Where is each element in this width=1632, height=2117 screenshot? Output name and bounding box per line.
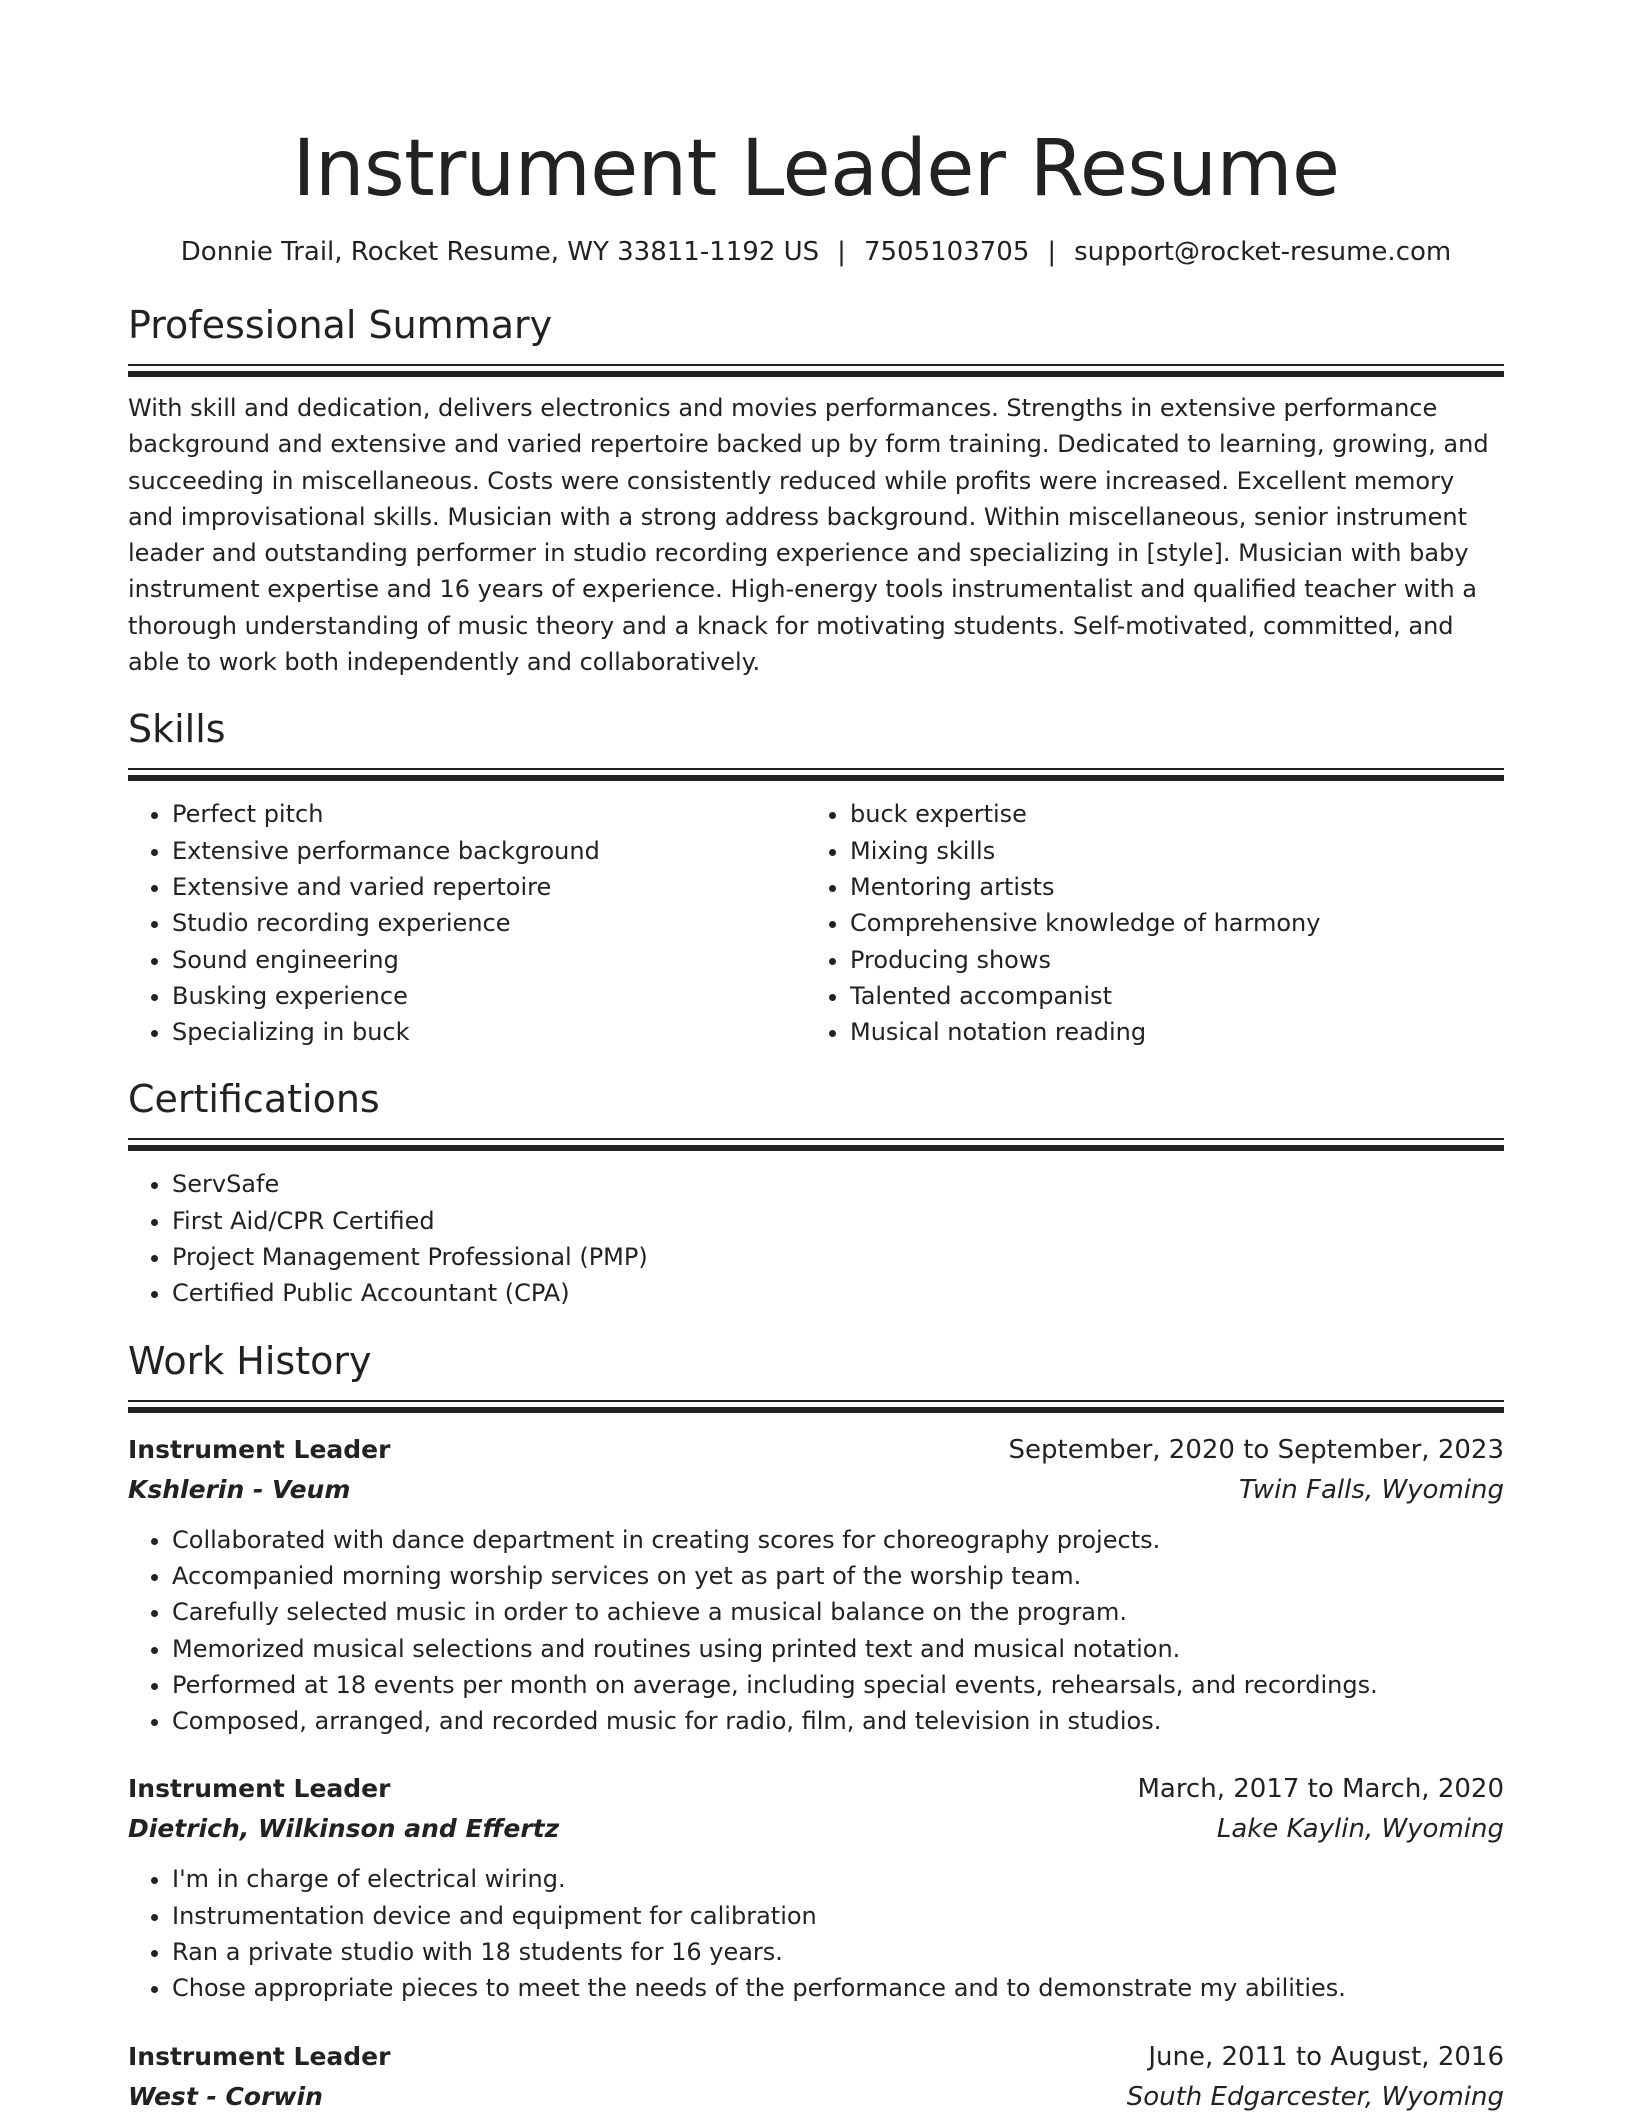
job-title: Instrument Leader — [128, 1774, 391, 1804]
skill-item: • Busking experience — [172, 978, 806, 1014]
job-entry — [128, 1430, 1504, 1740]
section-divider — [128, 1400, 1504, 1414]
job-bullet: • Ran a private studio with 18 students for 16 years. — [172, 1934, 1504, 1970]
job-bullet: • Collaborated with dance department in creating scores for choreography projects. — [172, 1522, 1504, 1558]
skill-item: • Comprehensive knowledge of harmony — [850, 905, 1484, 941]
skills-column-left — [128, 796, 806, 1050]
job-header-row — [128, 2037, 1504, 2077]
job-bullet: • Chose appropriate pieces to meet the needs of the performance and to demonstrate my abilities. — [172, 1970, 1504, 2006]
skills-section — [128, 704, 1504, 1050]
skill-item: • buck expertise — [850, 796, 1484, 832]
job-bullet: • Instrumentation device and equipment for calibration — [172, 1898, 1504, 1934]
job-dates: March, 2017 to March, 2020 — [1137, 1774, 1504, 1805]
skills-heading: Skills — [128, 707, 226, 752]
certifications-list — [128, 1166, 1504, 1311]
job-bullet: • Accompanied morning worship services on yet as part of the worship team. — [172, 1558, 1504, 1594]
work-history-section — [128, 1336, 1504, 2117]
job-company-row — [128, 1470, 1504, 1510]
contact-email: support@rocket-resume.com — [1074, 237, 1452, 267]
summary-heading: Professional Summary — [128, 303, 553, 347]
certification-item: • First Aid/CPR Certified — [172, 1203, 1504, 1239]
skill-item: • Specializing in buck — [172, 1014, 806, 1050]
resume-page — [128, 0, 1504, 2117]
job-dates: June, 2011 to August, 2016 — [1148, 2041, 1504, 2072]
skill-item: • Extensive and varied repertoire — [172, 869, 806, 905]
job-entry — [128, 2037, 1504, 2117]
job-bullet: • Composed, arranged, and recorded music for radio, film, and television in studios. — [172, 1703, 1504, 1739]
skills-grid — [128, 796, 1504, 1050]
certification-item: • Project Management Professional (PMP) — [172, 1239, 1504, 1275]
section-divider — [128, 364, 1504, 378]
job-bullet: • Memorized musical selections and routines using printed text and musical notation. — [172, 1631, 1504, 1667]
skill-item: • Mentoring artists — [850, 869, 1484, 905]
certifications-section — [128, 1074, 1504, 1311]
job-title: Instrument Leader — [128, 1434, 391, 1464]
contact-address: Donnie Trail, Rocket Resume, WY 33811-1192 US — [180, 237, 820, 267]
job-bullets — [128, 1861, 1504, 2006]
job-location: Lake Kaylin, Wyoming — [1216, 1814, 1504, 1845]
job-location: Twin Falls, Wyoming — [1239, 1474, 1504, 1505]
skills-column-right — [806, 796, 1484, 1050]
summary-text: With skill and dedication, delivers electronics and movies performances. Strengths in extensive performance background and extensive and varied repertoire backed up by form training. Dedicated to learning, growing, and succeeding in miscellaneous. Costs were consistently reduced while profits were increased. Excellent memory and improvisational skills. Musician with a strong address background. Within miscellaneous, senior instrument leader and outstanding performer in studio recording experience and specializing in [style]. Musician with baby instrument expertise and 16 years of experience. High-energy tools instrumentalist and qualified teacher with a thorough understanding of music theory and a knack for motivating students. Self-motivated, committed, and able to work both independently and collaboratively. — [128, 394, 1489, 677]
contact-separator: | — [1047, 237, 1057, 267]
job-location: South Edgarcester, Wyoming — [1126, 2081, 1504, 2112]
contact-line — [128, 234, 1504, 270]
job-bullets — [128, 1522, 1504, 1740]
job-header-row — [128, 1430, 1504, 1470]
skill-item: • Producing shows — [850, 942, 1484, 978]
skill-item: • Musical notation reading — [850, 1014, 1484, 1050]
summary-section — [128, 300, 1504, 680]
work-history-heading: Work History — [128, 1338, 372, 1383]
job-company: Kshlerin - Veum — [128, 1474, 351, 1504]
skill-item: • Studio recording experience — [172, 905, 806, 941]
job-company-row — [128, 2077, 1504, 2117]
job-title: Instrument Leader — [128, 2041, 391, 2071]
page-title: Instrument Leader Resume — [292, 124, 1340, 214]
job-company: West - Corwin — [128, 2081, 323, 2111]
job-bullet: • Performed at 18 events per month on average, including special events, rehearsals, and recordings. — [172, 1667, 1504, 1703]
job-company-row — [128, 1809, 1504, 1849]
certifications-heading: Certifications — [128, 1077, 380, 1122]
job-header-row — [128, 1769, 1504, 1809]
section-divider — [128, 1138, 1504, 1152]
section-divider — [128, 768, 1504, 782]
certification-item: • Certified Public Accountant (CPA) — [172, 1275, 1504, 1311]
job-bullet: • I'm in charge of electrical wiring. — [172, 1861, 1504, 1897]
skill-item: • Talented accompanist — [850, 978, 1484, 1014]
contact-separator: | — [837, 237, 846, 267]
skill-item: • Mixing skills — [850, 833, 1484, 869]
certification-item: • ServSafe — [172, 1166, 1504, 1202]
job-company: Dietrich, Wilkinson and Effertz — [128, 1814, 560, 1844]
skill-item: • Extensive performance background — [172, 833, 806, 869]
contact-phone: 7505103705 — [863, 237, 1030, 267]
skill-item: • Perfect pitch — [172, 796, 806, 832]
job-dates: September, 2020 to September, 2023 — [1008, 1434, 1504, 1465]
skill-item: • Sound engineering — [172, 942, 806, 978]
job-bullet: • Carefully selected music in order to achieve a musical balance on the program. — [172, 1594, 1504, 1630]
job-entry — [128, 1769, 1504, 2006]
